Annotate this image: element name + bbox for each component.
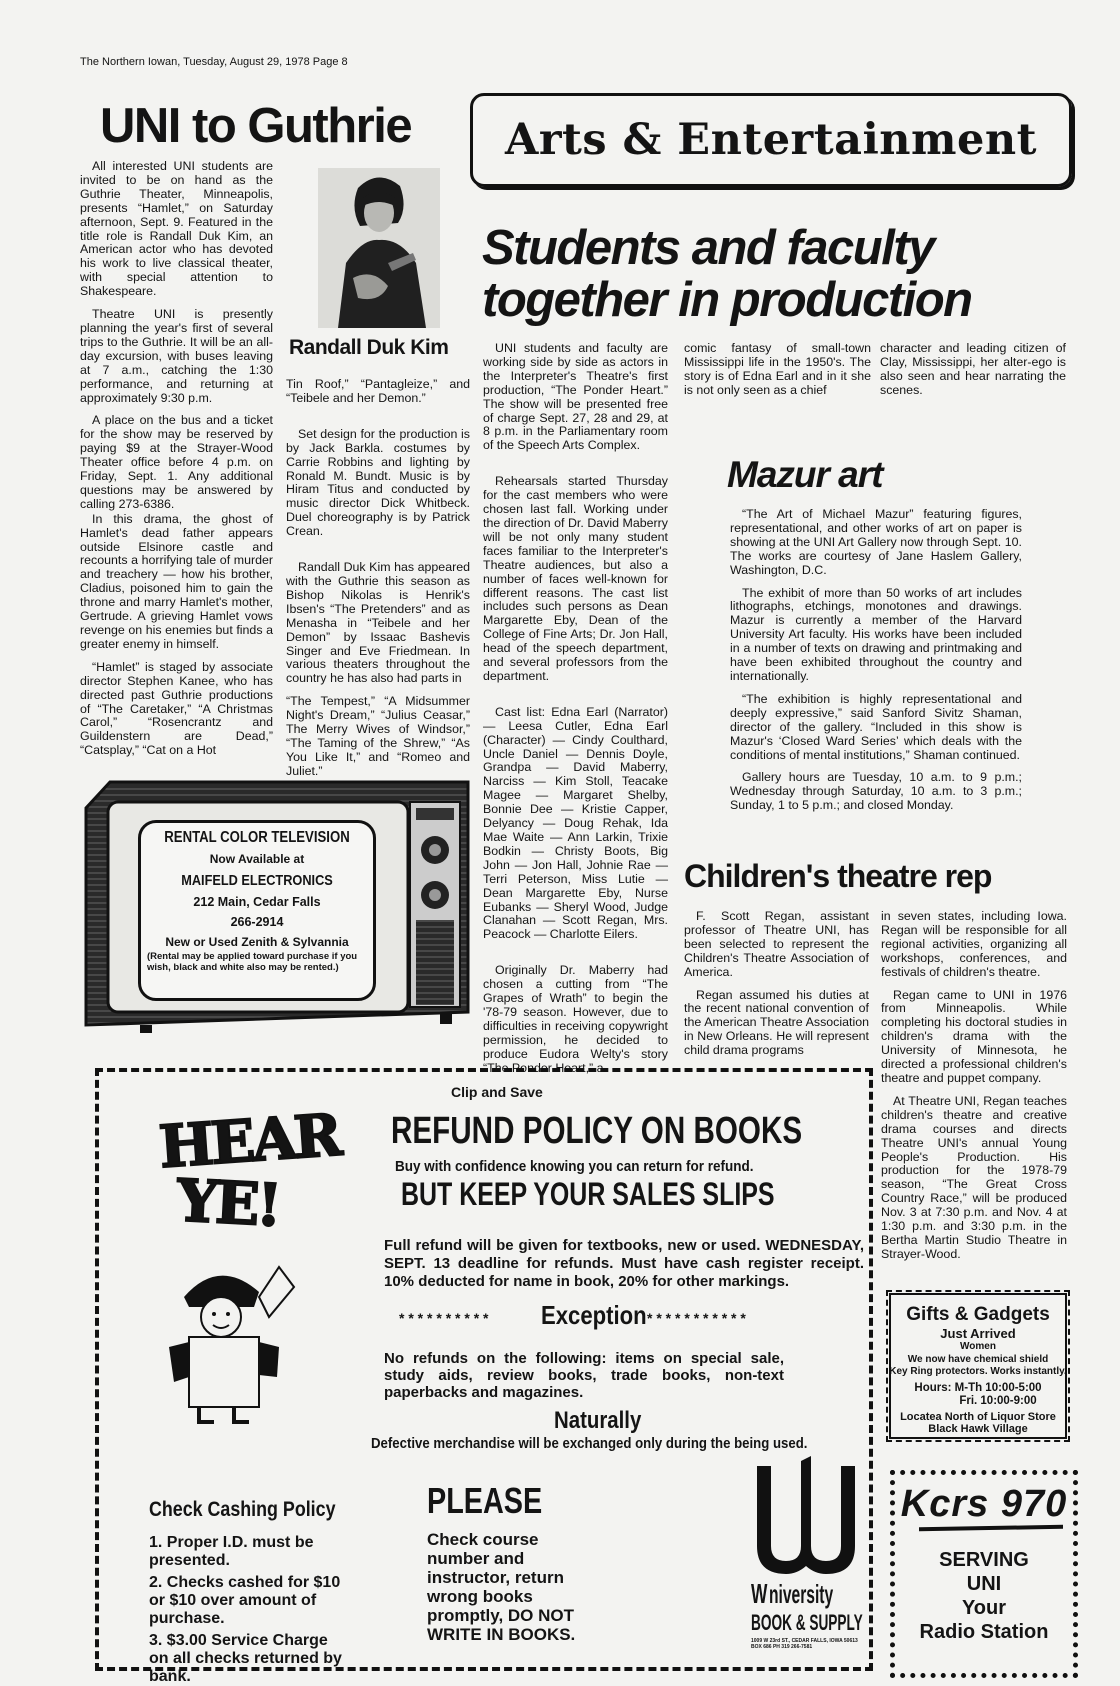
paragraph: comic fantasy of small-town Mississippi life in the 1950's. The story is of Edna Earl and in it she is not only seen as a chief [684,341,871,397]
refund-title [391,1110,918,1153]
keep-slips-text: BUT KEEP YOUR SALES SLIPS [401,1176,775,1212]
tv-rental-ad [80,780,472,1035]
paragraph: The exhibit of more than 50 works of art includes lithographs, etchings, monotones and drawings. Mazur is currently a member of the Harvard University Art faculty. His works have been included in a number of texts on drawing and printmaking and have been exhibited throughout the country and internationally. [730,585,1022,683]
naturally-text: Naturally [554,1407,642,1434]
logo-book-supply-text: BOOK & SUPPLY [751,1610,863,1635]
paragraph: In this drama, the ghost of Hamlet's dead father appears outside Elsinore castle and recounts a horrifying tale of murder and treachery — how his brother, Cladius, poisoned him to gain the throne and marry Hamlet's mother, Gertrude. A grieving Hamlet vows revenge on his enemies but finds a greater enemy in himself. [80,511,273,651]
bookstore-clip-ad [95,1068,873,1685]
logo-university: Wniversity [751,1578,834,1609]
ad-store-name: MAIFELD ELECTRONICS [181,872,333,889]
check-policy-title [149,1498,368,1522]
tv-screen-text [138,820,376,1001]
article-guthrie-col1 [80,160,273,767]
ad-address: 212 Main, Cedar Falls [193,895,321,909]
kcrs-logo: Kcrs 970 [900,1483,1068,1525]
ad-line: Now Available at [209,852,305,866]
paragraph: Originally Dr. Maberry had chosen a cutting from “The Grapes of Wrath” to begin the '78-79 season. However, due to difficulties in receiving copywright permission, he decided to produce Eudora Welty's story “The Ponder Heart,” a [483,963,668,1075]
paragraph: Regan assumed his duties at the recent national convention of the American Theatre Association in New Orleans. He will represent child drama programs [684,987,869,1058]
naturally-heading [554,1407,657,1435]
check-policy-item: 1. Proper I.D. must be presented. [149,1534,314,1569]
gifts-gadgets-ad [886,1290,1070,1442]
refund-text: Full refund will be given for textbooks, new or used. WEDNESDAY, SEPT. 13 deadline for refunds. Must have cash register receipt. 10% deducted for name in book, 20% for other markings. [384,1237,864,1290]
article-students-col2 [684,342,871,407]
gifts-line: Key Ring protectors. Works instantly. [889,1366,1067,1377]
paragraph: Set design for the production is by Jack Barkla. costumes by Carrie Robbins and lighting by Ronald M. Bundt. Music is by Hiram Titus and conducted by music director Dick Whitbeck. Duel choreography is by Patrick Crean. [286,426,470,539]
logo-university-text: niversity [769,1579,834,1609]
gifts-women: Women [960,1341,996,1352]
refund-title-text: REFUND POLICY ON BOOKS [391,1110,803,1152]
headline-childrens-theatre: Children's theatre rep [684,858,992,894]
town-crier-illustration [159,1257,299,1427]
article-students-col3 [880,342,1066,407]
ad-phone: 266-2914 [230,915,284,929]
kcrs-text: SERVING [939,1549,1029,1571]
paragraph: A place on the bus and a ticket for the show may be reserved by paying $9 at the Strayer-Wood Theater office before 4 p.m. on Friday, Sept. 1. Any additional questions may be answered by calling 273-6386. [80,413,273,511]
please-title [427,1480,571,1522]
paragraph: Cast list: Edna Earl (Narrator) — Leesa Cutler, Edna Earl (Character) — Cindy Coulthard, Uncle Daniel — Dennis Doyle, Grandpa — David Maberry, Narciss — Kim Stoll, Teacake Magee — Margaret Shelby, Bonnie Dee — Kristie Capper, Delyancy — Doug Rehak, Ida Mae Waite — Ann Larkin, Trixie Bodkin — Christy Boots, Big John — Jon Hall, Johnie Rae — Terri Peterson, Miss Lutie — Dean Margarette Eby, Nurse Eubanks — Sheryl Wood, Judge Clanahan — Scott Regan, Mrs. Peacock — Charlotte Eilers. [483,704,668,942]
please-text: Check course number and instructor, return wrong books promptly, DO NOT WRITE IN BOOKS. [427,1530,576,1644]
headline-students-faculty: Students and faculty together in production [482,221,972,327]
section-title: Arts & Entertainment [504,115,1038,165]
stars-left: * * * * * * * * * * [399,1310,489,1326]
kcrs-text: Radio Station [919,1621,1049,1643]
gifts-title: Gifts & Gadgets [906,1304,1050,1325]
headline-uni-to-guthrie: UNI to Guthrie [100,99,412,153]
paragraph: Tin Roof,” “Pantagleize,” and “Teibele and her Demon.” [286,377,470,405]
paragraph: Regan came to UNI in 1976 from Minneapolis. While completing his doctoral studies in children's drama with the University of Minnesota, he directed a professional children's theatre and puppet company. [881,987,1067,1085]
gifts-hours: Hours: M-Th 10:00-5:00 [914,1381,1042,1394]
paragraph: “The Tempest,” “A Midsummer Night's Dream,” “Julius Ceasar,” The Merry Wives of Windsor,” “The Taming of the Shrew,” “As You Like It,” and “Romeo and Juliet.” [286,694,470,778]
masthead: The Northern Iowan, Tuesday, August 29, 1978 Page 8 [80,56,348,68]
check-policy-item: 3. $3.00 Service Charge on all checks returned by bank. [149,1632,342,1685]
ad-title: RENTAL COLOR TELEVISION [164,829,350,846]
paragraph: All interested UNI students are invited to be on hand as the Guthrie Theater, Minneapolis, presents “Hamlet,” on Saturday afternoon, Sept. 9. Featured in the title role is Randall Duk Kim, an American actor who has devoted his work to live classical theater, with special attention to Shakespeare. [80,159,273,299]
paragraph: “Hamlet” is staged by associate director Stephen Kanee, who has directed past Guthrie productions of “The Caretaker,” “A Christmas Carol,” “Rosencrantz and Guildenstern are Dead,” “Catsplay,” “Cat on a Hot [80,659,273,758]
paragraph: Theatre UNI is presently planning the year's first of several trips to the Guthrie. It will be an all-day excursion, with buses leaving at 7 a.m., catching the 1:30 performance, and returning at approximately 9:30 p.m. [80,307,273,405]
section-banner [470,93,1072,187]
paragraph: Randall Duk Kim has appeared with the Guthrie this season as Bishop Nikolas is Henrik's Ibsen's “The Pretenders” and as Menasha in “Teibele and her Demon” by Issaac Bashevis Singer and Eve Friedmean. In various theaters throughout the country he has also had parts in [286,560,470,686]
ad-fineprint: (Rental may be applied toward purchase if you wish, black and white also may be rented.) [147,951,358,973]
stars-right: * * * * * * * * * * * [647,1310,746,1326]
paragraph: Gallery hours are Tuesday, 10 a.m. to 9 p.m.; Wednesday through Saturday, 10 a.m. to 3 p.m.; Sunday, 1 to 5 p.m.; and closed Monday. [730,770,1022,813]
photo-caption: Randall Duk Kim [289,336,449,359]
kcrs-radio-ad [890,1470,1078,1678]
logo-address: 1009 W 23rd ST., CEDAR FALLS, IOWA 50613 BOX 686 PH 319 266-7581 [751,1638,858,1650]
check-policy-item: 2. Checks cashed for $10 or $10 over amount of purchase. [149,1574,341,1627]
defective-line [371,1435,867,1452]
headline-mazur-art: Mazur art [727,454,883,495]
university-book-logo-icon [749,1456,859,1576]
article-guthrie-col2 [286,378,470,788]
paragraph: character and leading citizen of Clay, Mississippi, her alter-ego is also seen and hear narrating the scenes. [880,341,1066,397]
exception-details: No refunds on the following: items on special sale, study aids, review books, trade books, non-text paperbacks and magazines. [384,1350,784,1401]
article-childrens-col2 [881,910,1067,1271]
refund-subtitle-text: Buy with confidence knowing you can return for refund. [395,1158,754,1175]
hear-ye-ye: YE! [175,1166,281,1240]
ad-brands: New or Used Zenith & Sylvannia [165,935,349,949]
refund-subtitle [395,1158,793,1175]
exception-text: Exception [541,1300,647,1330]
gifts-location: Black Hawk Village [928,1423,1028,1435]
hear-ye-hear: HEAR [156,1100,342,1182]
portrait-image [318,168,440,328]
paragraph: “The exhibition is highly representational and deeply expressive,” said Sanford Sivitz Shaman, director of the gallery. “Included in this show is Mazur's ‘Closed Ward Series’ which deals with the conditions of mental institutions,” Shaman continued. [730,691,1022,762]
paragraph: in seven states, including Iowa. Regan will be responsible for all regional activities, organizing all workshops, conferences, and festivals of children's theatre. [881,909,1067,979]
check-policy-text: Check Cashing Policy [149,1498,336,1521]
article-mazur [730,508,1022,822]
paragraph: “The Art of Michael Mazur” featuring figures, representational, and other works of art on paper is showing at the UNI Art Gallery now through Sept. 10. The works are courtesy of Jane Haslem Gallery, Washington, D.C. [730,507,1022,577]
photo-randall-duk-kim [318,168,440,328]
kcrs-text: UNI [966,1573,1002,1595]
paragraph: UNI students and faculty are working side by side as actors in the Interpreter's Theatre's first production, “The Ponder Heart.” The show will be presented free of charge Sept. 27, 28 and 29, at 8 p.m. in the Parliamentary room of the Speech Arts Complex. [483,341,668,453]
article-childrens-col1 [684,910,869,1067]
gifts-hours: Fri. 10:00-9:00 [959,1394,1037,1407]
kcrs-text: Your [961,1597,1007,1619]
check-policy-list [149,1534,349,1686]
gifts-sub: Just Arrived [940,1326,1016,1341]
clip-and-save: Clip and Save [451,1084,543,1100]
please-text-heading: PLEASE [427,1480,543,1521]
paragraph: At Theatre UNI, Regan teaches children's theatre and creative drama courses and directs Theatre UNI's annual Young People's Production. His production for the 1978-79 season, “The Great Cross Country Race,” will be produced Nov. 3 at 7:30 p.m. and Nov. 4 at 1:30 p.m. and 3:30 p.m. in the Bertha Martin Studio Theatre in Strayer-Wood. [881,1093,1067,1261]
paragraph: F. Scott Regan, assistant professor of Theatre UNI, has been selected to represent the Children's Theatre Association of America. [684,909,869,979]
gifts-location: Locatea North of Liquor Store [900,1410,1056,1423]
keep-slips-title [401,1176,880,1213]
gifts-line: We now have chemical shield [907,1353,1049,1365]
defective-text: Defective merchandise will be exchanged only during the being used. [371,1435,808,1452]
paragraph: Rehearsals started Thursday for the cast members who were chosen last fall. Working under the direction of Dr. David Maberry will be not only many student faces familiar to the Interpreter's Theatre audiences, but also a number of faces well-known for different reasons. The cast list includes such persons as Dean Margarette Eby, Dean of the College of Fine Arts; Dr. Jon Hall, head of the speech department, and several professors from the department. [483,474,668,683]
article-students-col1 [483,342,668,1085]
